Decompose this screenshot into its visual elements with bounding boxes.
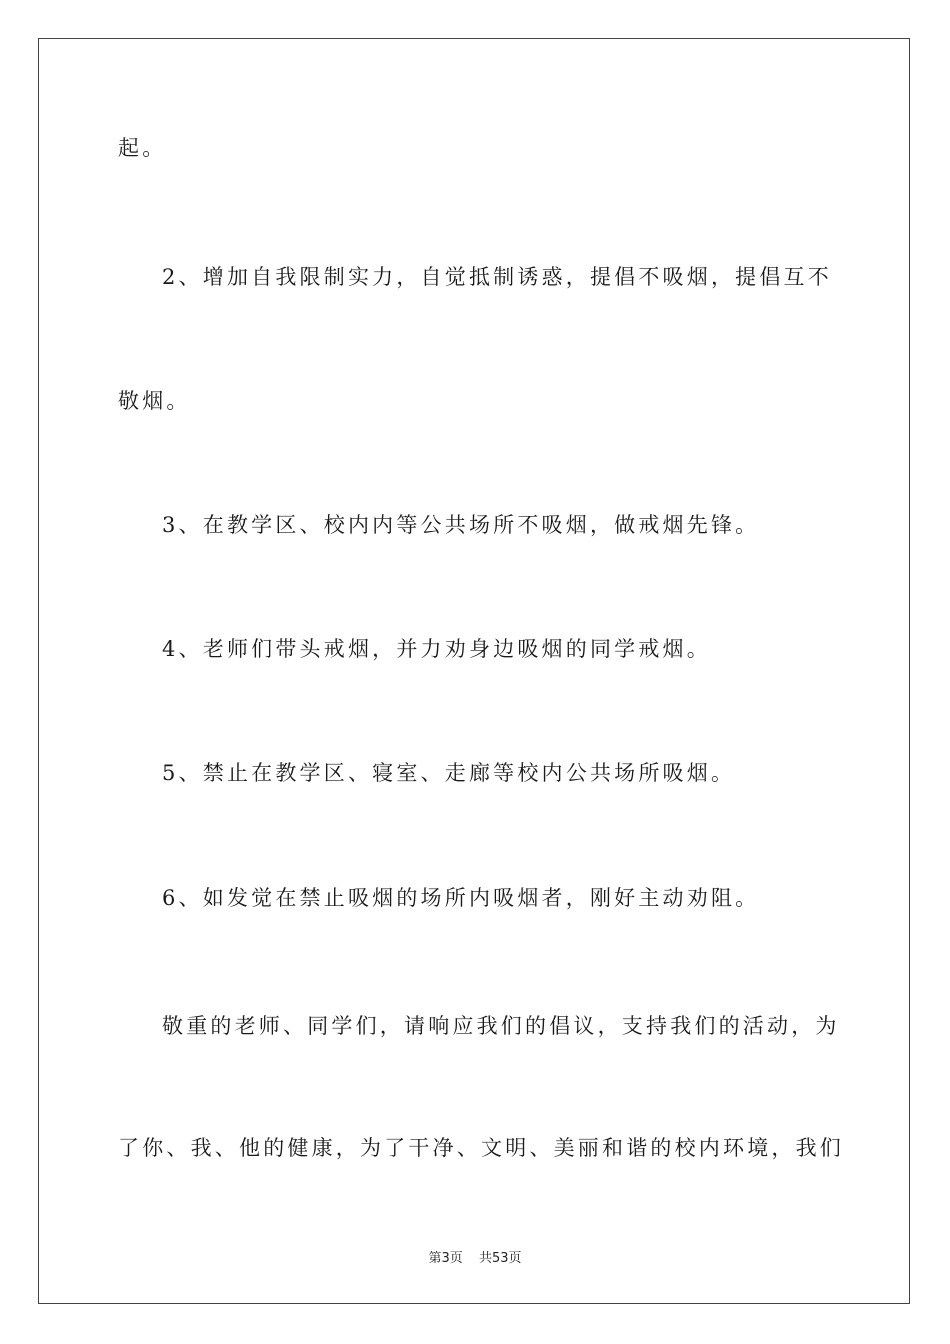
page-number-current: 第3页: [428, 1251, 463, 1266]
text-line-8: 敬重的老师、同学们，请响应我们的倡议，支持我们的活动，为: [162, 1014, 840, 1038]
text-line-6: 5、禁止在教学区、寝室、走廊等校内公共场所吸烟。: [162, 761, 736, 785]
text-line-5: 4、老师们带头戒烟，并力劝身边吸烟的同学戒烟。: [162, 637, 711, 661]
text-line-2: 2、增加自我限制实力，自觉抵制诱惑，提倡不吸烟，提倡互不: [162, 265, 832, 289]
page-footer: [0, 1247, 950, 1266]
page-border: [38, 38, 910, 1304]
text-line-9: 了你、我、他的健康，为了干净、文明、美丽和谐的校内环境，我们: [118, 1136, 844, 1160]
text-line-4: 3、在教学区、校内内等公共场所不吸烟，做戒烟先锋。: [162, 513, 760, 537]
text-line-3: 敬烟。: [118, 389, 191, 413]
page-number-total: 共53页: [478, 1251, 522, 1266]
text-line-1: 起。: [118, 136, 167, 160]
text-line-7: 6、如发觉在禁止吸烟的场所内吸烟者，刚好主动劝阻。: [162, 886, 760, 910]
